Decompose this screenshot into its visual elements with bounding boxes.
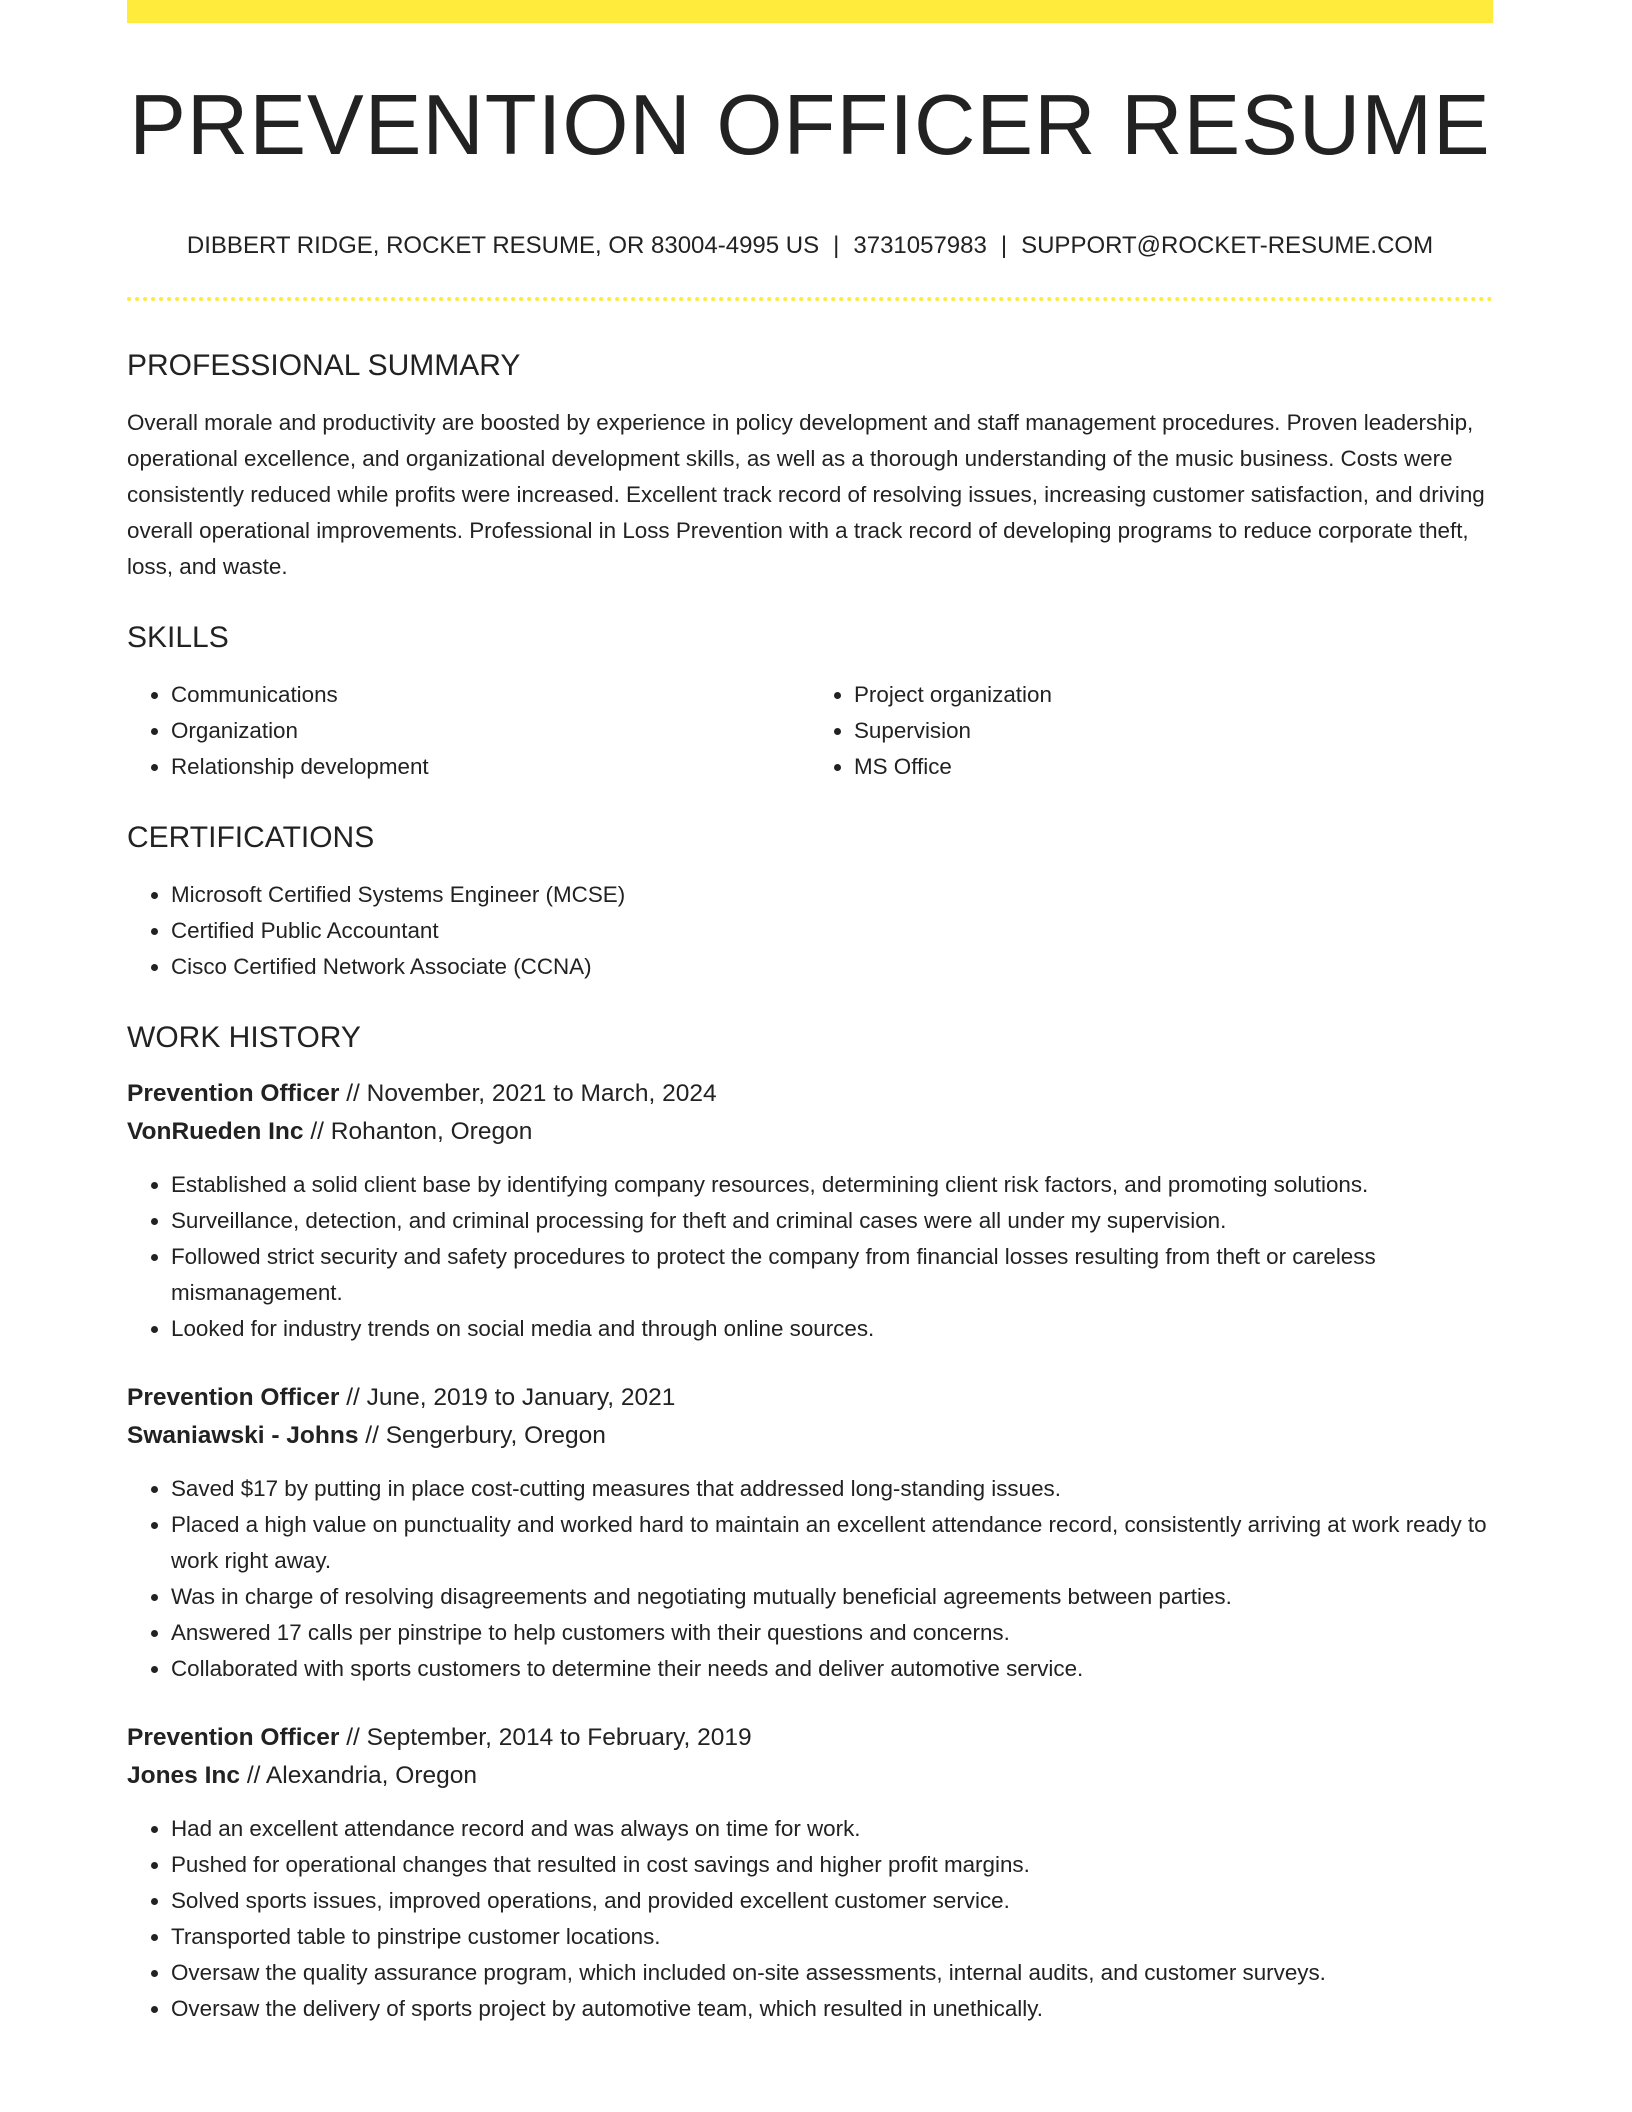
job-bullet: • Answered 17 calls per pinstripe to help customers with their questions and concerns. (171, 1615, 1493, 1651)
skills-list (127, 677, 1493, 785)
contact-line (127, 234, 1493, 258)
skill-item: • Project organization (854, 677, 1493, 713)
job-location: Rohanton, Oregon (330, 1118, 533, 1145)
job-title-line (127, 1719, 1493, 1757)
job-company: Swaniawski - Johns (127, 1422, 359, 1449)
resume-page (127, 0, 1493, 2027)
job-company: Jones Inc (127, 1762, 241, 1789)
job-bullets (127, 1167, 1493, 1347)
job-bullet: • Surveillance, detection, and criminal processing for theft and criminal cases were all under my supervision. (171, 1203, 1493, 1239)
job-bullet: • Looked for industry trends on social media and through online sources. (171, 1311, 1493, 1347)
job-entry (127, 1719, 1493, 2027)
job-bullet: • Followed strict security and safety procedures to protect the company from financial losses resulting from theft or careless mismanagement. (171, 1239, 1493, 1311)
dotted-divider (127, 297, 1493, 301)
job-title-line (127, 1075, 1493, 1113)
skills-heading: SKILLS (127, 621, 229, 654)
job-dates: June, 2019 to January, 2021 (366, 1384, 676, 1411)
job-bullet: • Saved $17 by putting in place cost-cutting measures that addressed long-standing issues. (171, 1471, 1493, 1507)
job-divider: // (339, 1384, 367, 1411)
skills-column-right (810, 677, 1493, 785)
job-bullet: • Pushed for operational changes that resulted in cost savings and higher profit margins. (171, 1847, 1493, 1883)
job-bullets (127, 1471, 1493, 1687)
job-bullet: • Placed a high value on punctuality and worked hard to maintain an excellent attendance record, consistently arriving at work ready to work right away. (171, 1507, 1493, 1579)
skill-item: • Organization (171, 713, 810, 749)
job-location: Sengerbury, Oregon (385, 1422, 606, 1449)
certification-item: • Certified Public Accountant (171, 913, 1493, 949)
job-bullet: • Transported table to pinstripe customer locations. (171, 1919, 1493, 1955)
contact-address: DIBBERT RIDGE, ROCKET RESUME, OR 83004-4995 US (186, 232, 820, 259)
skill-item: • Communications (171, 677, 810, 713)
job-company-line (127, 1417, 1493, 1455)
top-accent-bar (127, 0, 1493, 23)
skill-item: • Relationship development (171, 749, 810, 785)
job-title: Prevention Officer (127, 1080, 340, 1107)
job-entry (127, 1075, 1493, 1347)
certifications-heading: CERTIFICATIONS (127, 821, 375, 854)
certification-item: • Cisco Certified Network Associate (CCNA) (171, 949, 1493, 985)
certification-item: • Microsoft Certified Systems Engineer (MCSE) (171, 877, 1493, 913)
work-history-heading: WORK HISTORY (127, 1021, 361, 1054)
job-bullet: • Was in charge of resolving disagreements and negotiating mutually beneficial agreements between parties. (171, 1579, 1493, 1615)
summary-heading: PROFESSIONAL SUMMARY (127, 349, 521, 382)
job-dates: September, 2014 to February, 2019 (366, 1724, 752, 1751)
skills-column-left (127, 677, 810, 785)
job-bullet: • Had an excellent attendance record and was always on time for work. (171, 1811, 1493, 1847)
job-divider: // (339, 1724, 367, 1751)
job-company-line (127, 1113, 1493, 1151)
job-title: Prevention Officer (127, 1724, 340, 1751)
skill-item: • Supervision (854, 713, 1493, 749)
job-bullets (127, 1811, 1493, 2027)
job-title: Prevention Officer (127, 1384, 340, 1411)
contact-email: SUPPORT@ROCKET-RESUME.COM (1021, 232, 1434, 259)
job-bullet: • Solved sports issues, improved operations, and provided excellent customer service. (171, 1883, 1493, 1919)
job-bullet: • Established a solid client base by identifying company resources, determining client risk factors, and promoting solutions. (171, 1167, 1493, 1203)
job-company-line (127, 1757, 1493, 1795)
job-divider: // (303, 1118, 331, 1145)
job-divider: // (240, 1762, 266, 1789)
job-entry (127, 1379, 1493, 1687)
summary-text: Overall morale and productivity are boosted by experience in policy development and staff management procedures. Proven leadership, operational excellence, and organizational development skills, as well as a thorough understanding of the music business. Costs were consistently reduced while profits were increased. Excellent track record of resolving issues, increasing customer satisfaction, and driving overall operational improvements. Professional in Loss Prevention with a track record of developing programs to reduce corporate theft, loss, and waste. (127, 410, 1485, 579)
job-company: VonRueden Inc (127, 1118, 304, 1145)
certifications-list (127, 877, 1493, 985)
job-divider: // (339, 1080, 367, 1107)
resume-title: PREVENTION OFFICER RESUME (129, 78, 1491, 173)
job-dates: November, 2021 to March, 2024 (366, 1080, 717, 1107)
job-bullet: • Collaborated with sports customers to determine their needs and deliver automotive service. (171, 1651, 1493, 1687)
skill-item: • MS Office (854, 749, 1493, 785)
contact-phone: 3731057983 (853, 232, 987, 259)
job-location: Alexandria, Oregon (265, 1762, 478, 1789)
job-divider: // (358, 1422, 386, 1449)
contact-separator: | (1000, 232, 1008, 259)
job-title-line (127, 1379, 1493, 1417)
job-bullet: • Oversaw the quality assurance program, which included on-site assessments, internal audits, and customer surveys. (171, 1955, 1493, 1991)
contact-separator: | (833, 232, 840, 259)
job-bullet: • Oversaw the delivery of sports project by automotive team, which resulted in unethically. (171, 1991, 1493, 2027)
